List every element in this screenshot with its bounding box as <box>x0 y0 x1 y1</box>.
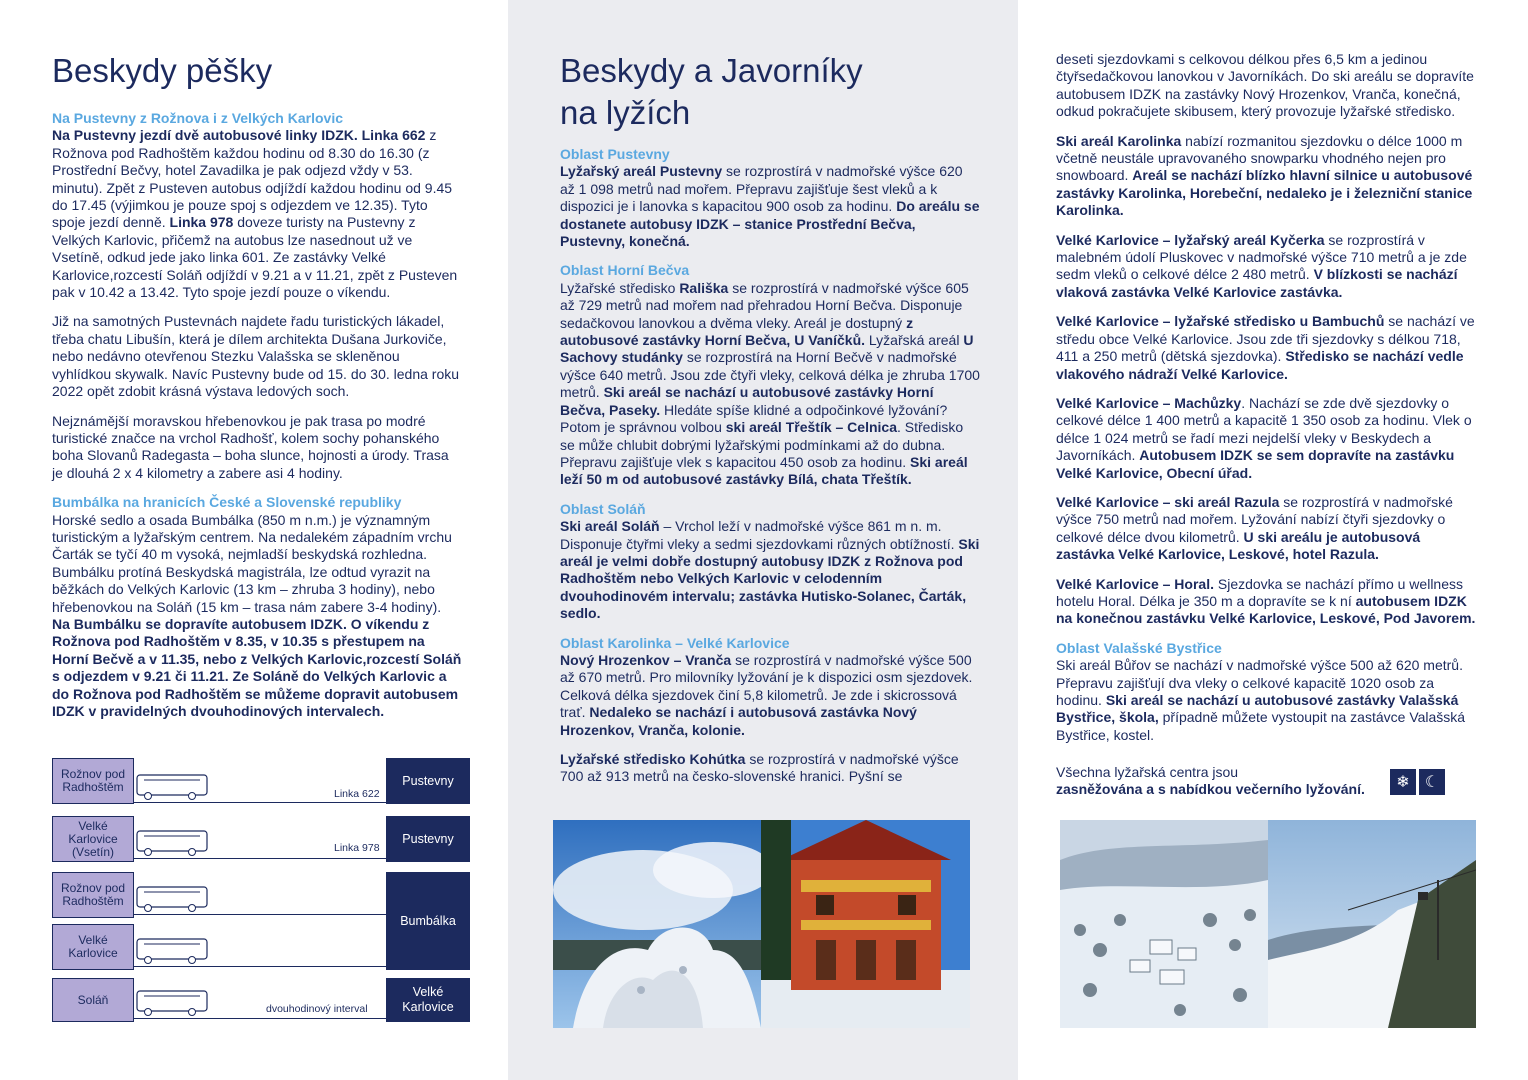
ski-slope-chairlift-photo <box>1268 820 1476 1028</box>
paragraph-kohutka-continued: deseti sjezdovkami s celkovou délkou přes 6,5 km a jedinou čtyřsedačkovou lanovkou v Javorníkách. Do ski areálu se dopravíte autobusem IDZK na zastávky Nový Hrozenkov, Vranča, konečná, odkud pokračujete skibusem, který provozuje lyžařské středisko. <box>1056 51 1474 120</box>
route-label: dvouhodinový interval <box>266 1003 368 1015</box>
paragraph-solan: Ski areál Soláň – Vrchol leží v nadmořské výšce 861 m n. m. Disponuje čtyřmi vleky a sedmi sjezdovkami různých obtížností. Ski areál je velmi dobře dostupný autobusy IDZK z Rožnova pod Radhoštěm nebo Velkých Karlovic v celodenním dvouhodinovém intervalu; zastávka Hutisko-Solanec, Čarták, sedlo. <box>560 518 980 622</box>
schedule-stop: Rožnov pod Radhoštěm <box>52 872 134 918</box>
paragraph-bambuchu: Velké Karlovice – lyžařské středisko u Bambuchů se nachází ve středu obce Velké Karlovice. Jsou zde tři sjezdovky s délkou 718, 411 a 250 metrů (dětská sjezdovka). Středisko se nachází vedle vlakového nádraží Velké Karlovice. <box>1056 313 1475 382</box>
route-line <box>134 802 386 803</box>
bus-icon <box>136 828 210 858</box>
snowflake-icon: ❄ <box>1390 769 1416 795</box>
schedule-stop: Velké Karlovice (Vsetín) <box>52 816 134 862</box>
section-heading-karolinka: Oblast Karolinka – Velké Karlovice <box>560 634 790 651</box>
skiing-text <box>560 146 980 798</box>
paragraph-horal: Velké Karlovice – Horal. Sjezdovka se nachází přímo u wellness hotelu Horal. Délka je 350 m a dopravíte se k ní autobusem IDZK na konečnou zastávku Velké Karlovice, Leskové, Pod Javorem. <box>1056 575 1476 627</box>
bus-icon <box>136 988 210 1018</box>
route-line <box>134 858 386 859</box>
paragraph-kycerka: Velké Karlovice – lyžařský areál Kyčerka se rozprostírá v malebném údolí Pluskovec v nadmořské výšce 710 metrů a je zde sedm vleků o celkové délce 2 480 metrů. V blízkosti se nachází vlaková zastávka Velké Karlovice zastávka. <box>1056 231 1467 300</box>
section-heading-valasska-bystrice: Oblast Valašské Bystřice <box>1056 639 1222 656</box>
section-heading-solan: Oblast Soláň <box>560 500 646 517</box>
route-label: Linka 978 <box>334 842 380 854</box>
paragraph-horni-becva: Lyžařské středisko Rališka se rozprostírá v nadmořské výšce 605 až 729 metrů nad mořem nad přehradou Horní Bečva. Disponuje sedačkovou lanovkou a dvěma vleky. Areál je dostupný z autobusové zastávky Horní Bečva, U Vaníčků. Lyžařská areál U Sachovy studánky se rozprostírá na Horní Bečvě v nadmořské výšce 640 metrů. Jsou zde čtyři vleky, celková délka je zhruba 1700 metrů. Ski areál se nachází u autobusové zastávky Horní Bečva, Paseky. Hledáte spíše klidné a odpočinkové lyžování? Potom je správnou volbou ski areál Třeštík – Celnica. Středisko se může chlubit dobrými lyžařskými podmínkami až do dubna. Přepravu zajišťuje vlek s kapacitou 450 osob za hodinu. Ski areál leží 50 m od autobusové zastávky Bílá, chata Třeštík. <box>560 279 980 488</box>
bus-icon <box>136 884 210 914</box>
paragraph-pustevny-ski: Lyžařský areál Pustevny se rozprostírá v nadmořské výšce 620 až 1 098 metrů nad mořem. Přepravu zajišťuje šest vleků a k dispozici je i lanovka s kapacitou 900 osob za hodinu. Do areálu se dostanete autobusy IDZK – stanice Prostřední Bečva, Pustevny, konečná. <box>560 163 980 250</box>
hiking-text <box>52 110 462 732</box>
schedule-stop: Rožnov pod Radhoštěm <box>52 758 134 804</box>
paragraph-karolinka: Ski areál Karolinka nabízí rozmanitou sjezdovku o délce 1000 m včetně neustále upravovaného snowparku vhodného nejen pro snowboard. Areál se nachází blízko hlavní silnice u autobusové zastávky Karolinka, Horebeční, nedaleko je i železniční stanice Karolinka. <box>1056 132 1473 219</box>
column-skiing <box>508 0 1018 1080</box>
route-line <box>134 914 386 915</box>
destination-pustevny: Pustevny <box>386 816 470 862</box>
destination-pustevny: Pustevny <box>386 758 470 804</box>
paragraph-radhost-trail: Nejznámější moravskou hřebenovkou je pak trasa po modré turistické značce na vrchol Radhošť, kolem sochy pohanského boha Slovanů Radegasta – boha slunce, hojnosti a úrody. Trasa je dlouhá 2 x 4 kilometry a zabere asi 4 hodiny. <box>52 412 449 481</box>
bus-schedule-diagram <box>52 758 472 1022</box>
paragraph-machuzky: Velké Karlovice – Machůzky. Nachází se zde dvě sjezdovky o celkové délce 1 400 metrů a kapacitě 1 350 osob za hodinu. Vlek o délce 1 024 metrů se řadí mezi nejdelší vleky v Beskydech a Javorníkách. Autobusem IDZK se sem dopravíte na zastávku Velké Karlovice, Obecní úřad. <box>1056 394 1472 481</box>
schedule-stop: Velké Karlovice <box>52 924 134 970</box>
bus-icon <box>136 772 210 802</box>
column-hiking <box>0 0 508 1080</box>
wooden-chalet-photo <box>761 820 970 1028</box>
skiing-text-continued <box>1056 51 1476 756</box>
route-line <box>134 966 386 967</box>
page-title-hiking: Beskydy pěšky <box>52 52 273 89</box>
section-heading-pustevny-ski: Oblast Pustevny <box>560 146 670 162</box>
winter-valley-aerial-photo <box>1060 820 1268 1028</box>
schedule-stop: Soláň <box>52 978 134 1022</box>
destination-bumbalka: Bumbálka <box>386 872 470 970</box>
page-title-skiing: Beskydy a Javorníky na lyžích <box>560 52 863 131</box>
paragraph-bumbalka: Horské sedlo a osada Bumbálka (850 m n.m.) je významným turistickým a lyžařským centrem. Na nedalekém západním vrchu Čarták se tyčí 40 m vysoká, nejmladší beskydská rozhledna. Bumbálku protíná Beskydská magistrála, lze odtud vyrazit na běžkách do Velkých Karlovic (13 km – zhruba 3 hodiny), nebo hřebenovkou na Soláň (15 km – trasa nám zabere 3-4 hodiny). Na Bumbálku se dopravíte autobusem IDZK. O víkendu z Rožnova pod Radhoštěm v 8.35, v 10.35 s přestupem na Horní Bečvě a v 11.35, nebo z Velkých Karlovic,rozcestí Soláň s odjezdem v 9.21 či 11.21. Ze Soláně do Velkých Karlovic a do Rožnova pod Radhoštěm se můžeme dopravit autobusem IDZK v pravidelných dvouhodinových intervalech. <box>52 511 462 719</box>
paragraph-burov: Ski areál Bůřov se nachází v nadmořské výšce 500 až 620 metrů. Přepravu zajišťují dva vleky o celkové kapacitě 1020 osob za hodinu. Ski areál se nachází u autobusové zastávky Valašská Bystřice, škola, případně můžete vystoupit na zastávce Valašská Bystřice, kostel. <box>1056 657 1466 743</box>
paragraph-razula: Velké Karlovice – ski areál Razula se rozprostírá v nadmořské výšce 750 metrů nad mořem. Lyžování nabízí čtyři sjezdovky o celkové délce dvou kilometrů. U ski areálu je autobusová zastávka Velké Karlovice, Leskové, hotel Razula. <box>1056 493 1453 563</box>
snow-sculpture-photo <box>553 820 761 1028</box>
paragraph-kohutka: Lyžařské středisko Kohútka se rozprostírá v nadmořské výšce 700 až 913 metrů na česko-slovenské hranici. Pyšní se <box>560 751 959 785</box>
route-label: Linka 622 <box>334 788 380 800</box>
column-skiing-continued <box>1018 0 1528 1080</box>
paragraph-vranca: Nový Hrozenkov – Vranča se rozprostírá v nadmořské výšce 500 až 670 metrů. Pro milovníky lyžování je k dispozici osm sjezdovek. Celková délka sjezdovek činí 5,8 kilometrů. Je zde i skicrossová trať. Nedaleko se nachází i autobusová zastávka Nový Hrozenkov, Vranča, kolonie. <box>560 651 973 738</box>
route-line <box>134 1018 386 1019</box>
section-heading-pustevny: Na Pustevny z Rožnova i z Velkých Karlovic <box>52 110 343 126</box>
paragraph-pustevny-buses: Na Pustevny jezdí dvě autobusové linky IDZK. Linka 662 z Rožnova pod Radhoštěm každou hodinu od 8.30 do 16.30 (z Prostřední Bečvy, hotel Zavadilka je pak odjezd vždy v 53. minutu). Zpět z Pusteven autobus odjíždí každou hodinu od 9.45 do 17.45 (výjimkou je pouze spoj s odjezdem ve 12.35). Tyto spoje jezdí denně. Linka 978 doveze turisty na Pustevny z Velkých Karlovic, přičemž na autobus lze nasednout už ve Vsetíně, odkud jede jako linka 601. Ze zastávky Velké Karlovice,rozcestí Soláň odjíždí v 9.21 a v 11.21, zpět z Pusteven pak v 10.42 a 13.42. Tyto spoje jezdí pouze o víkendu. <box>52 127 458 301</box>
section-heading-bumbalka: Bumbálka na hranicích České a Slovenské republiky <box>52 494 402 511</box>
section-heading-horni-becva: Oblast Horní Bečva <box>560 262 690 279</box>
destination-velke-karlovice: Velké Karlovice <box>386 978 470 1022</box>
bus-icon <box>136 936 210 966</box>
night-skiing-note: Všechna lyžařská centra jsou zasněžována a s nabídkou večerního lyžování. <box>1056 764 1365 798</box>
paragraph-pustevny-attractions: Již na samotných Pustevnách najdete řadu turistických lákadel, třeba chatu Libušín, která je dílem architekta Dušana Jurkoviče, nebo nedávno otevřenou Stezku Valašska se skleněnou vyhlídkou skywalk. Navíc Pustevny bude od 15. do 30. ledna roku 2022 opět zdobit krásná výstava ledových soch. <box>52 313 460 400</box>
crescent-moon-icon: ☾ <box>1419 769 1445 795</box>
